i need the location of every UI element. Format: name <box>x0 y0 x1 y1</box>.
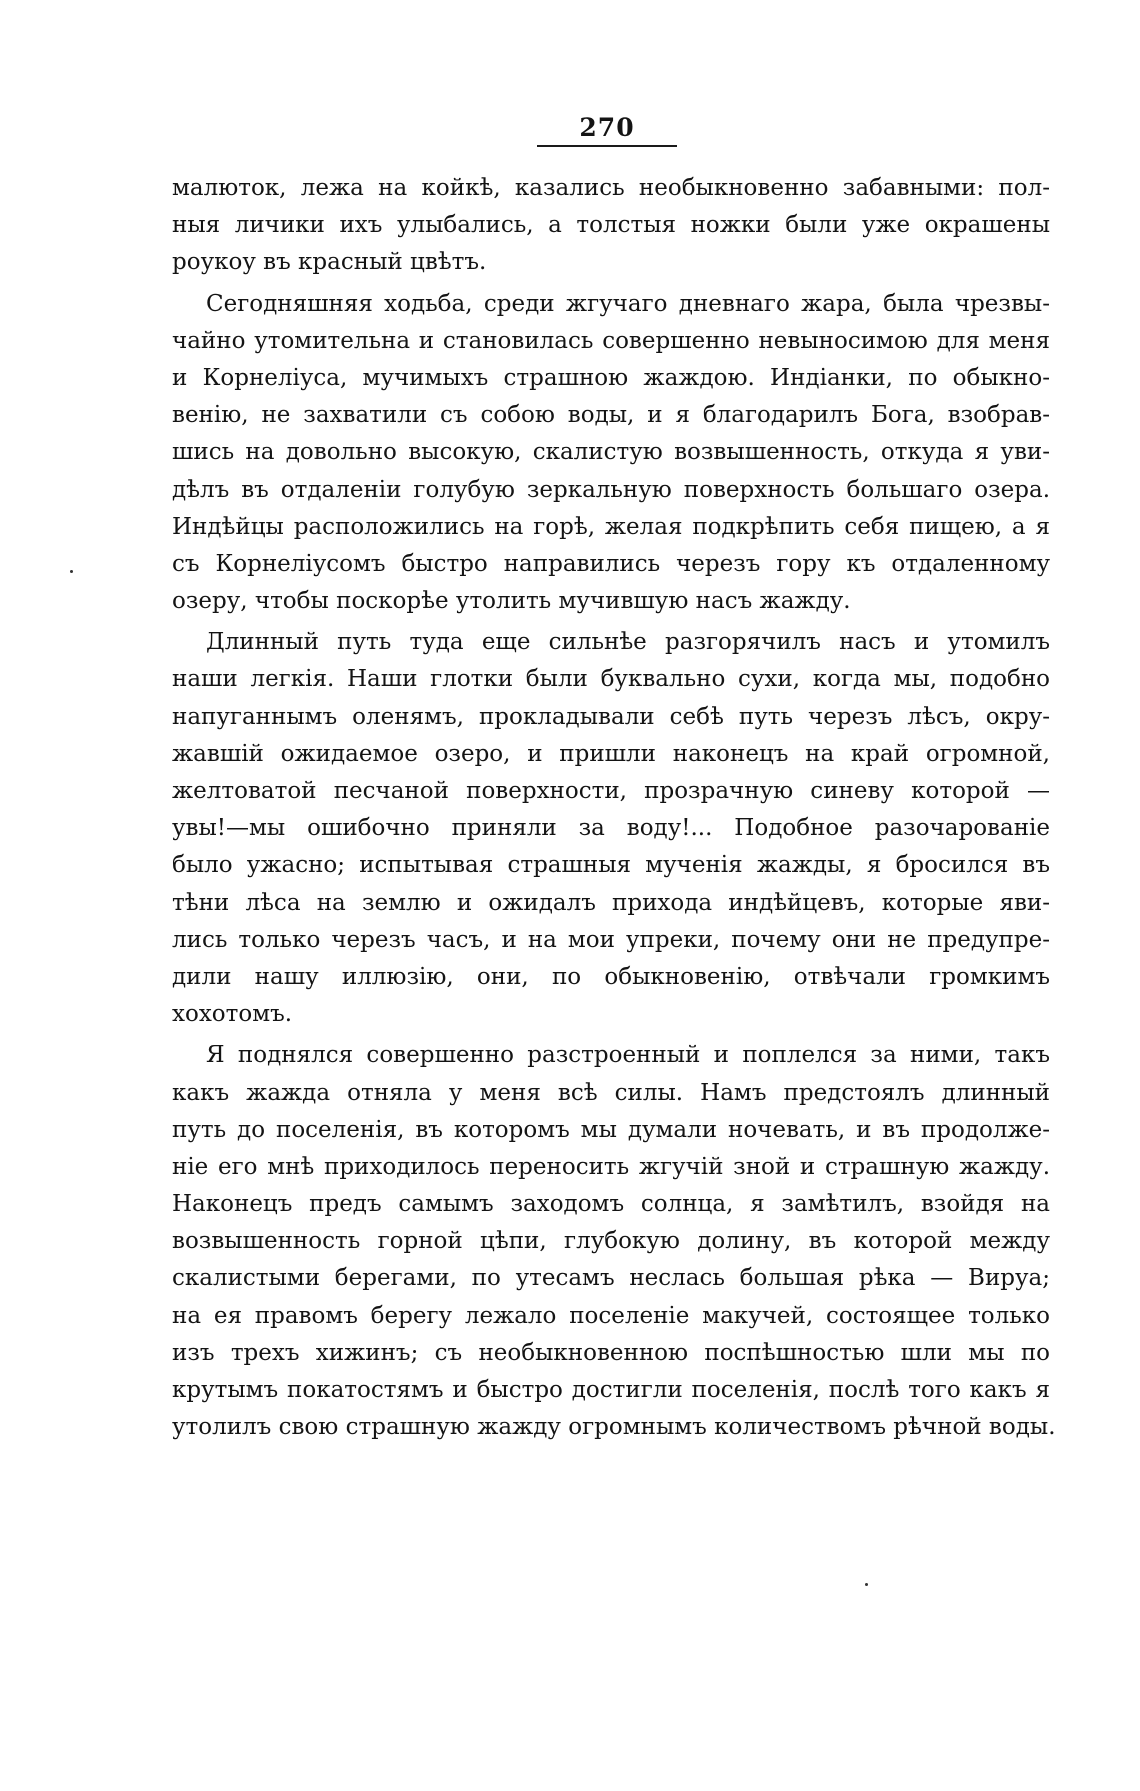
text-line: путь до поселенія, въ которомъ мы думали ночевать, и въ продолже- <box>172 1116 1050 1143</box>
text-line: тѣни лѣса на землю и ожидалъ прихода индѣйцевъ, которые яви- <box>172 889 1050 916</box>
text-line: увы!—мы ошибочно приняли за воду!... Подобное разочарованіе <box>172 815 1050 842</box>
text-line: дили нашу иллюзію, они, по обыкновенію, отвѣчали громкимъ <box>172 963 1050 990</box>
text-line: наши легкія. Наши глотки были буквально сухи, когда мы, подобно <box>172 666 1050 693</box>
text-line: Индѣйцы расположились на горѣ, желая подкрѣпить себя пищею, а я <box>172 513 1050 540</box>
text-line: ныя личики ихъ улыбались, а толстыя ножки были уже окрашены <box>172 212 1050 239</box>
text-line: какъ жажда отняла у меня всѣ силы. Намъ предстоялъ длинный <box>172 1079 1050 1106</box>
text-line: лись только черезъ часъ, и на мои упреки, почему они не предупре- <box>172 926 1050 953</box>
text-line: изъ трехъ хижинъ; съ необыкновенною поспѣшностью шли мы по <box>172 1339 1050 1366</box>
text-line: малюток, лежа на койкѣ, казались необыкновенно забавными: пол- <box>172 175 1050 201</box>
text-line: желтоватой песчаной поверхности, прозрачную синеву которой — <box>172 778 1050 804</box>
text-line: жавшій ожидаемое озеро, и пришли наконецъ на край огромной, <box>172 740 1050 767</box>
text-line: было ужасно; испытывая страшныя мученія жажды, я бросился въ <box>172 852 1050 879</box>
text-line: Наконецъ предъ самымъ заходомъ солнца, я замѣтилъ, взойдя на <box>172 1191 1050 1218</box>
text-line: напуганнымъ оленямъ, прокладывали себѣ путь черезъ лѣсъ, окру- <box>172 703 1050 730</box>
text-line: скалистыми берегами, по утесамъ неслась большая рѣка — Вируа; <box>172 1265 1050 1292</box>
print-speck <box>70 570 73 573</box>
page-number-rule <box>537 145 677 147</box>
text-line: хохотомъ. <box>172 1001 293 1028</box>
text-line: Длинный путь туда еще сильнѣе разгорячилъ насъ и утомилъ <box>206 629 1050 656</box>
text-line: венію, не захватили съ собою воды, и я благодарилъ Бога, взобрав- <box>172 402 1050 429</box>
text-line: утолилъ свою страшную жажду огромнымъ количествомъ рѣчной воды. <box>172 1414 1056 1441</box>
paragraph-3 <box>172 624 1050 1033</box>
text-line: озеру, чтобы поскорѣе утолить мучившую насъ жажду. <box>172 588 851 615</box>
text-line: съ Корнеліусомъ быстро направились черезъ гору къ отдаленному <box>172 550 1050 577</box>
text-line: дѣлъ въ отдаленіи голубую зеркальную поверхность большаго озера. <box>172 476 1050 503</box>
paragraph-4 <box>172 1037 1056 1446</box>
text-line: чайно утомительна и становилась совершенно невыносимою для меня <box>172 327 1050 354</box>
paragraph-1 <box>172 170 1050 282</box>
text-line: ніе его мнѣ приходилось переносить жгучій зной и страшную жажду. <box>172 1153 1050 1180</box>
paragraph-2 <box>172 286 1050 621</box>
text-line: шись на довольно высокую, скалистую возвышенность, откуда я уви- <box>172 439 1050 466</box>
page-number: 270 <box>579 113 635 142</box>
body-text <box>172 170 1056 1446</box>
text-line: возвышенность горной цѣпи, глубокую долину, въ которой между <box>172 1228 1050 1255</box>
text-line: Я поднялся совершенно разстроенный и поплелся за ними, такъ <box>206 1042 1050 1069</box>
text-line: Сегодняшняя ходьба, среди жгучаго дневнаго жара, была чрезвы- <box>206 290 1050 317</box>
text-line: крутымъ покатостямъ и быстро достигли поселенія, послѣ того какъ я <box>172 1377 1050 1403</box>
print-speck <box>865 1583 868 1586</box>
text-line: и Корнеліуса, мучимыхъ страшною жаждою. Индіанки, по обыкно- <box>172 364 1050 391</box>
text-line: на ея правомъ берегу лежало поселеніе макучей, состоящее только <box>172 1302 1050 1329</box>
text-line: роукоу въ красный цвѣтъ. <box>172 249 487 276</box>
